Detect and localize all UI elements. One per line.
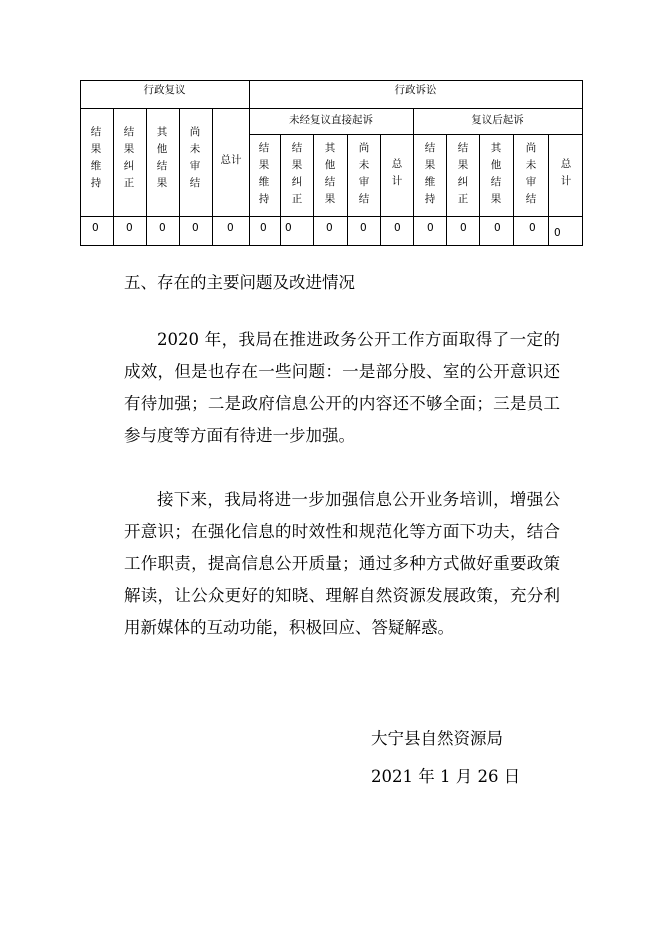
header-after-review: 复议后起诉 <box>471 114 524 126</box>
value-review-corrected: 0 <box>126 222 133 234</box>
col-after-pending: 尚未审结 <box>525 142 537 205</box>
value-after-total: 0 <box>554 227 561 239</box>
value-review-other: 0 <box>159 222 166 234</box>
col-direct-total: 总计 <box>391 158 403 187</box>
col-direct-pending: 尚未审结 <box>358 142 370 205</box>
col-review-pending: 尚未审结 <box>189 126 201 189</box>
col-after-corrected: 结果纠正 <box>457 142 469 205</box>
signature-org: 大宁县自然资源局 <box>371 729 503 748</box>
col-direct-corrected: 结果纠正 <box>291 142 303 205</box>
value-after-other: 0 <box>494 222 501 234</box>
col-after-maintained: 结果维持 <box>424 142 436 205</box>
col-after-other: 其他结果 <box>490 142 502 205</box>
value-direct-maintained: 0 <box>260 222 267 234</box>
header-admin-litigation: 行政诉讼 <box>394 84 437 96</box>
value-direct-total: 0 <box>394 222 401 234</box>
paragraph-problems: 2020 年，我局在推进政务公开工作方面取得了一定的成效，但是也存在一些问题：一是部分股、室的公开意识还有待加强；二是政府信息公开的内容还不够全面；三是员工参与度等方面有待进一步加强。 <box>124 330 560 445</box>
value-review-maintained: 0 <box>92 222 99 234</box>
value-review-total: 0 <box>227 222 234 234</box>
value-direct-other: 0 <box>326 222 333 234</box>
col-review-other: 其他结果 <box>156 126 168 189</box>
value-after-maintained: 0 <box>427 222 434 234</box>
value-after-pending: 0 <box>529 222 536 234</box>
header-admin-review: 行政复议 <box>143 84 186 96</box>
header-direct-suit: 未经复议直接起诉 <box>289 114 373 126</box>
value-direct-corrected: 0 <box>285 222 292 234</box>
value-review-pending: 0 <box>192 222 199 234</box>
col-review-total: 总计 <box>220 154 242 166</box>
col-after-total: 总计 <box>560 158 572 187</box>
col-review-corrected: 结果纠正 <box>123 126 135 189</box>
value-direct-pending: 0 <box>360 222 367 234</box>
col-direct-other: 其他结果 <box>324 142 336 205</box>
section-title: 五、存在的主要问题及改进情况 <box>124 273 355 292</box>
paragraph-improvements: 接下来，我局将进一步加强信息公开业务培训，增强公开意识；在强化信息的时效性和规范化等方面下功夫，结合工作职责，提高信息公开质量；通过多种方式做好重要政策解读，让公众更好的知晓、理解自然资源发展政策，充分利用新媒体的互动功能，积极回应、答疑解惑。 <box>124 490 560 637</box>
col-direct-maintained: 结果维持 <box>258 142 270 205</box>
col-review-maintained: 结果维持 <box>90 126 102 189</box>
signature-date: 2021 年 1 月 26 日 <box>371 767 521 786</box>
value-after-corrected: 0 <box>460 222 467 234</box>
